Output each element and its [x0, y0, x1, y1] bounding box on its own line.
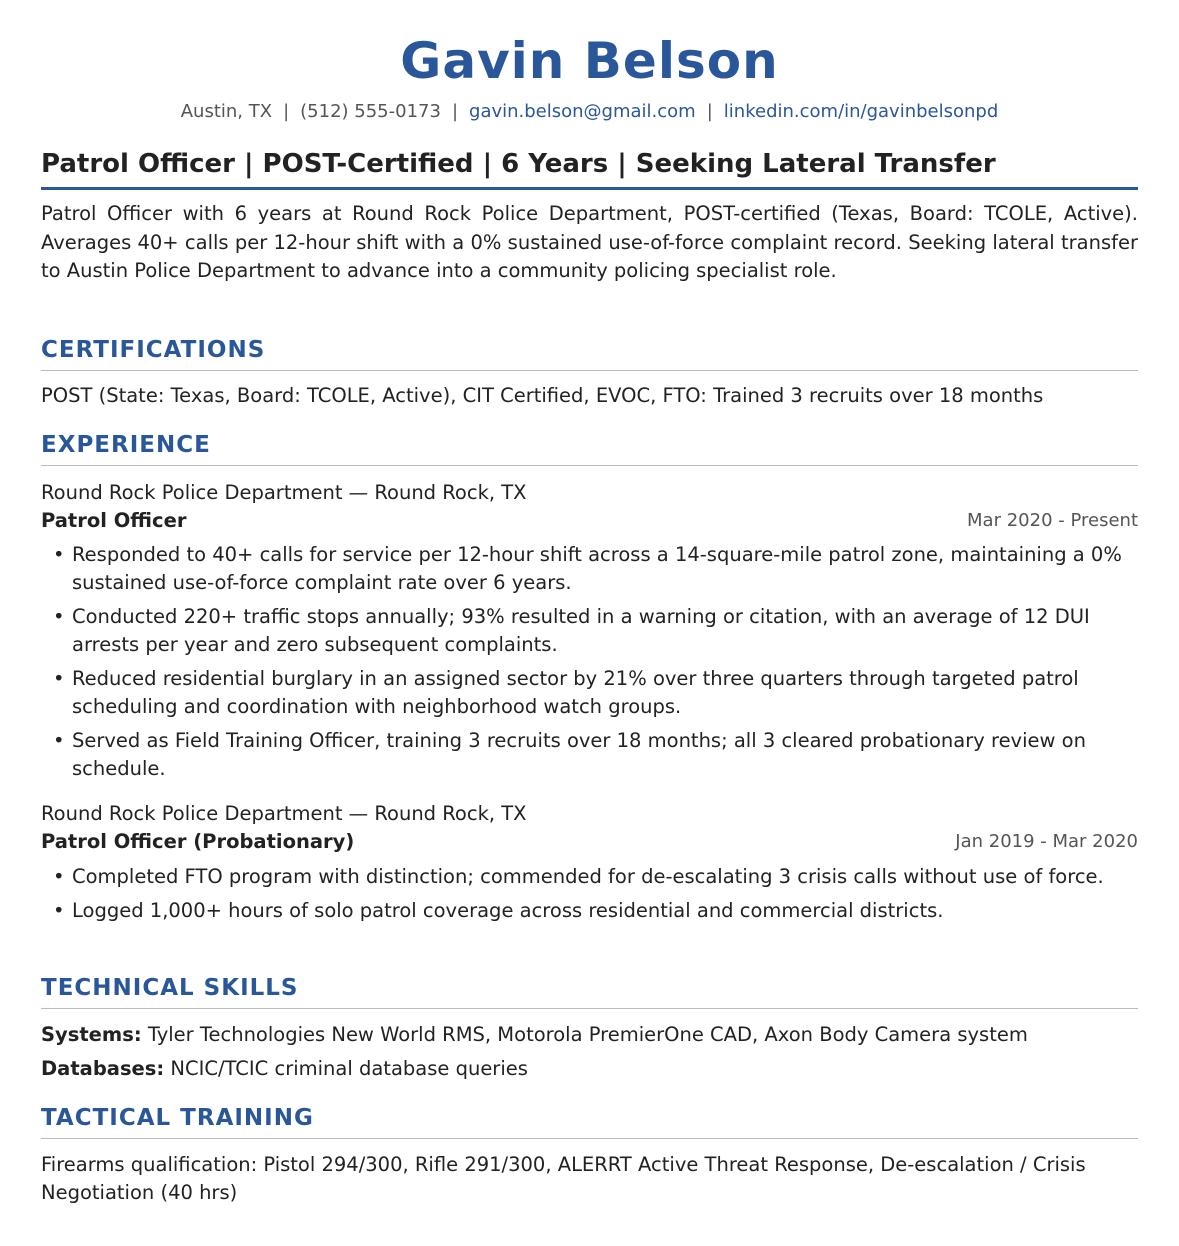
list-item	[41, 541, 1138, 597]
list-item	[41, 727, 1138, 783]
bullet-icon: •	[53, 865, 65, 888]
contact-line	[0, 99, 1179, 125]
bullet-text: Completed FTO program with distinction; commended for de-escalating 3 crisis calls without use of force.	[72, 865, 1104, 888]
skill-value: Tyler Technologies New World RMS, Motorola PremierOne CAD, Axon Body Camera system	[147, 1023, 1028, 1046]
job-bullets	[41, 863, 1138, 931]
bullet-icon: •	[53, 605, 65, 628]
job-title: Patrol Officer	[41, 509, 187, 532]
candidate-name: Gavin Belson	[400, 32, 779, 90]
certifications-text: POST (State: Texas, Board: TCOLE, Active), CIT Certified, EVOC, FTO: Trained 3 recruits over 18 months	[41, 384, 1044, 407]
skill-label: Systems:	[41, 1023, 142, 1046]
separator: |	[706, 101, 713, 122]
section-rule	[41, 1008, 1138, 1009]
separator: |	[451, 101, 459, 122]
bullet-icon: •	[53, 543, 65, 566]
summary: Patrol Officer with 6 years at Round Rock Police Department, POST-certified (Texas, Board: TCOLE, Active). Averages 40+ calls per 12-hour shift with a 0% sustained use-of-force complaint record. Seeking lateral transfer to Austin Police Department to advance into a community policing specialist role.	[41, 202, 1138, 282]
section-rule	[41, 1138, 1138, 1139]
list-item	[41, 863, 1138, 891]
bullet-text: Logged 1,000+ hours of solo patrol coverage across residential and commercial districts.	[72, 899, 944, 922]
location: Austin, TX	[180, 101, 273, 122]
job-dates: Jan 2019 - Mar 2020	[955, 831, 1138, 852]
bullet-text: Conducted 220+ traffic stops annually; 93% resulted in a warning or citation, with an average of 12 DUI arrests per year and zero subsequent complaints.	[72, 605, 1090, 656]
job-employer: Round Rock Police Department — Round Rock, TX	[41, 481, 527, 504]
bullet-text: Reduced residential burglary in an assigned sector by 21% over three quarters through targeted patrol scheduling and coordination with neighborhood watch groups.	[72, 667, 1079, 718]
skill-label: Databases:	[41, 1057, 165, 1080]
skill-row-systems	[41, 1021, 1138, 1049]
job-bullets	[41, 541, 1138, 789]
job-role-row	[41, 507, 1138, 535]
section-title-certifications: CERTIFICATIONS	[41, 337, 266, 363]
separator: |	[283, 101, 290, 122]
linkedin-link[interactable]: linkedin.com/in/gavinbelsonpd	[723, 101, 999, 122]
section-title-tactical-training: TACTICAL TRAINING	[41, 1105, 314, 1131]
job-employer: Round Rock Police Department — Round Rock, TX	[41, 802, 527, 825]
bullet-icon: •	[53, 667, 65, 690]
section-title-technical-skills: TECHNICAL SKILLS	[41, 975, 299, 1001]
list-item	[41, 665, 1138, 721]
headline-rule	[41, 187, 1138, 190]
skill-value: NCIC/TCIC criminal database queries	[170, 1057, 528, 1080]
section-rule	[41, 370, 1138, 371]
list-item	[41, 897, 1138, 925]
job-title: Patrol Officer (Probationary)	[41, 830, 355, 853]
tactical-training-text: Firearms qualification: Pistol 294/300, Rifle 291/300, ALERRT Active Threat Response, De-escalation / Crisis Negotiation (40 hrs)	[41, 1153, 1086, 1204]
list-item	[41, 603, 1138, 659]
phone: (512) 555-0173	[300, 101, 441, 122]
bullet-icon: •	[53, 899, 65, 922]
section-title-experience: EXPERIENCE	[41, 432, 211, 458]
job-role-row	[41, 828, 1138, 856]
bullet-text: Responded to 40+ calls for service per 12-hour shift across a 14-square-mile patrol zone, maintaining a 0% sustained use-of-force complaint rate over 6 years.	[72, 543, 1122, 594]
skill-row-databases	[41, 1055, 1138, 1083]
section-rule	[41, 465, 1138, 466]
email-link[interactable]: gavin.belson@gmail.com	[469, 101, 696, 122]
job-dates: Mar 2020 - Present	[967, 510, 1138, 531]
bullet-text: Served as Field Training Officer, training 3 recruits over 18 months; all 3 cleared probationary review on schedule.	[72, 729, 1086, 780]
headline: Patrol Officer | POST-Certified | 6 Years | Seeking Lateral Transfer	[41, 149, 996, 179]
bullet-icon: •	[53, 729, 65, 752]
